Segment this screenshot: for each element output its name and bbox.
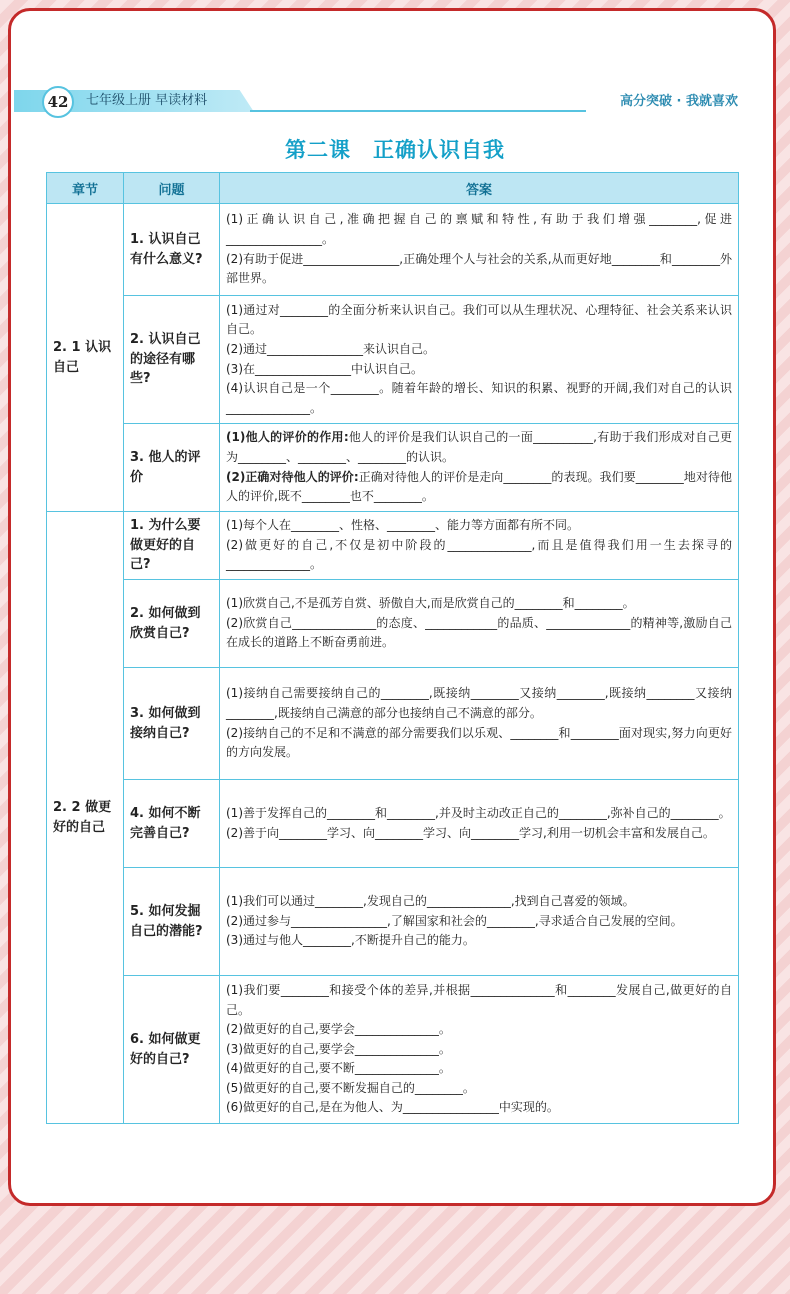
header-rule [250,110,586,112]
answer-cell [220,296,739,424]
table-row [47,204,739,296]
answer-cell [220,204,739,296]
section-label: 2. 1 认识自己 [47,204,124,512]
answer-cell [220,512,739,580]
answer-line: (2)做更好的自己,不仅是初中阶段的______________,而且是值得我们用一生去探寻的______________。 [226,537,732,572]
answer-line: (4)做更好的自己,要不断______________。 [226,1061,451,1076]
question-cell: 5. 如何发掘自己的潜能? [124,868,220,976]
answer-cell [220,580,739,668]
answer-line: (1)每个人在________、性格、________、能力等方面都有所不同。 [226,518,579,533]
answer-cell [220,424,739,512]
book-title: 七年级上册 早读材料 [86,93,208,108]
table-row [47,868,739,976]
answer-line: (3)在________________中认识自己。 [226,361,423,376]
page-number: 42 [42,86,74,118]
answer-line: (2)欣赏自己______________的态度、____________的品质、______________的精神等,激励自己在成长的道路上不断奋勇前进。 [226,615,732,650]
answer-line: (1)欣赏自己,不是孤芳自赏、骄傲自大,而是欣赏自己的________和________。 [226,596,635,611]
answer-cell [220,976,739,1124]
answer-line: (1)他人的评价的作用:他人的评价是我们认识自己的一面__________,有助于我们形成对自己更为________、________、________的认识。 [226,430,732,464]
answer-line: (1)善于发挥自己的________和________,并及时主动改正自己的________,弥补自己的________。 [226,805,731,820]
question-cell: 3. 如何做到接纳自己? [124,668,220,780]
answer-line: (2)做更好的自己,要学会______________。 [226,1022,451,1037]
table-row [47,424,739,512]
question-cell: 1. 为什么要做更好的自己? [124,512,220,580]
answer-line: (2)善于向________学习、向________学习、向________学习,利用一切机会丰富和发展自己。 [226,825,715,840]
qa-table [46,172,739,1124]
question-cell: 2. 如何做到欣赏自己? [124,580,220,668]
answer-line: (2)通过________________来认识自己。 [226,341,435,356]
answer-line: (5)做更好的自己,要不断发掘自己的________。 [226,1080,475,1095]
answer-cell [220,868,739,976]
answer-line: (1)我们可以通过________,发现自己的______________,找到自己喜爱的领域。 [226,894,635,909]
table-row [47,780,739,868]
answer-line: (1)通过对________的全面分析来认识自己。我们可以从生理状况、心理特征、社会关系来认识自己。 [226,302,732,337]
question-cell: 6. 如何做更好的自己? [124,976,220,1124]
slogan: 高分突破 · 我就喜欢 [620,94,738,109]
answer-cell [220,668,739,780]
question-cell: 4. 如何不断完善自己? [124,780,220,868]
section-label: 2. 2 做更好的自己 [47,512,124,1124]
answer-line: (3)做更好的自己,要学会______________。 [226,1041,451,1056]
answer-line: (2)有助于促进________________,正确处理个人与社会的关系,从而更好地________和________外部世界。 [226,251,732,286]
table-row [47,976,739,1124]
table-row [47,296,739,424]
table-row [47,668,739,780]
answer-line: (1)接纳自己需要接纳自己的________,既接纳________又接纳________,既接纳________又接纳________,既接纳自己满意的部分也接纳自己不满意的部分。 [226,686,732,720]
answer-line: (2)通过参与________________,了解国家和社会的________,寻求适合自己发展的空间。 [226,913,683,928]
table-row [47,512,739,580]
answer-line: (6)做更好的自己,是在为他人、为________________中实现的。 [226,1100,559,1115]
table-header-row [47,173,739,204]
question-cell: 3. 他人的评价 [124,424,220,512]
column-header-answer: 答案 [220,173,739,204]
column-header-chapter: 章节 [47,173,124,204]
answer-line: (1)我们要________和接受个体的差异,并根据______________和________发展自己,做更好的自己。 [226,982,732,1017]
answer-line: (2)接纳自己的不足和不满意的部分需要我们以乐观、________和________面对现实,努力向更好的方向发展。 [226,725,732,760]
answer-line: (3)通过与他人________,不断提升自己的能力。 [226,933,475,948]
lesson-title: 第二课 正确认识自我 [285,138,505,162]
question-cell: 1. 认识自己有什么意义? [124,204,220,296]
answer-line: (2)正确对待他人的评价:正确对待他人的评价是走向________的表现。我们要________地对待他人的评价,既不________也不________。 [226,469,732,504]
answer-line: (1)正确认识自己,准确把握自己的禀赋和特性,有助于我们增强________,促进________________。 [226,212,732,246]
table-row [47,580,739,668]
answer-line: (4)认识自己是一个________。随着年龄的增长、知识的积累、视野的开阔,我们对自己的认识______________。 [226,381,732,415]
question-cell: 2. 认识自己的途径有哪些? [124,296,220,424]
answer-cell [220,780,739,868]
column-header-question: 问题 [124,173,220,204]
